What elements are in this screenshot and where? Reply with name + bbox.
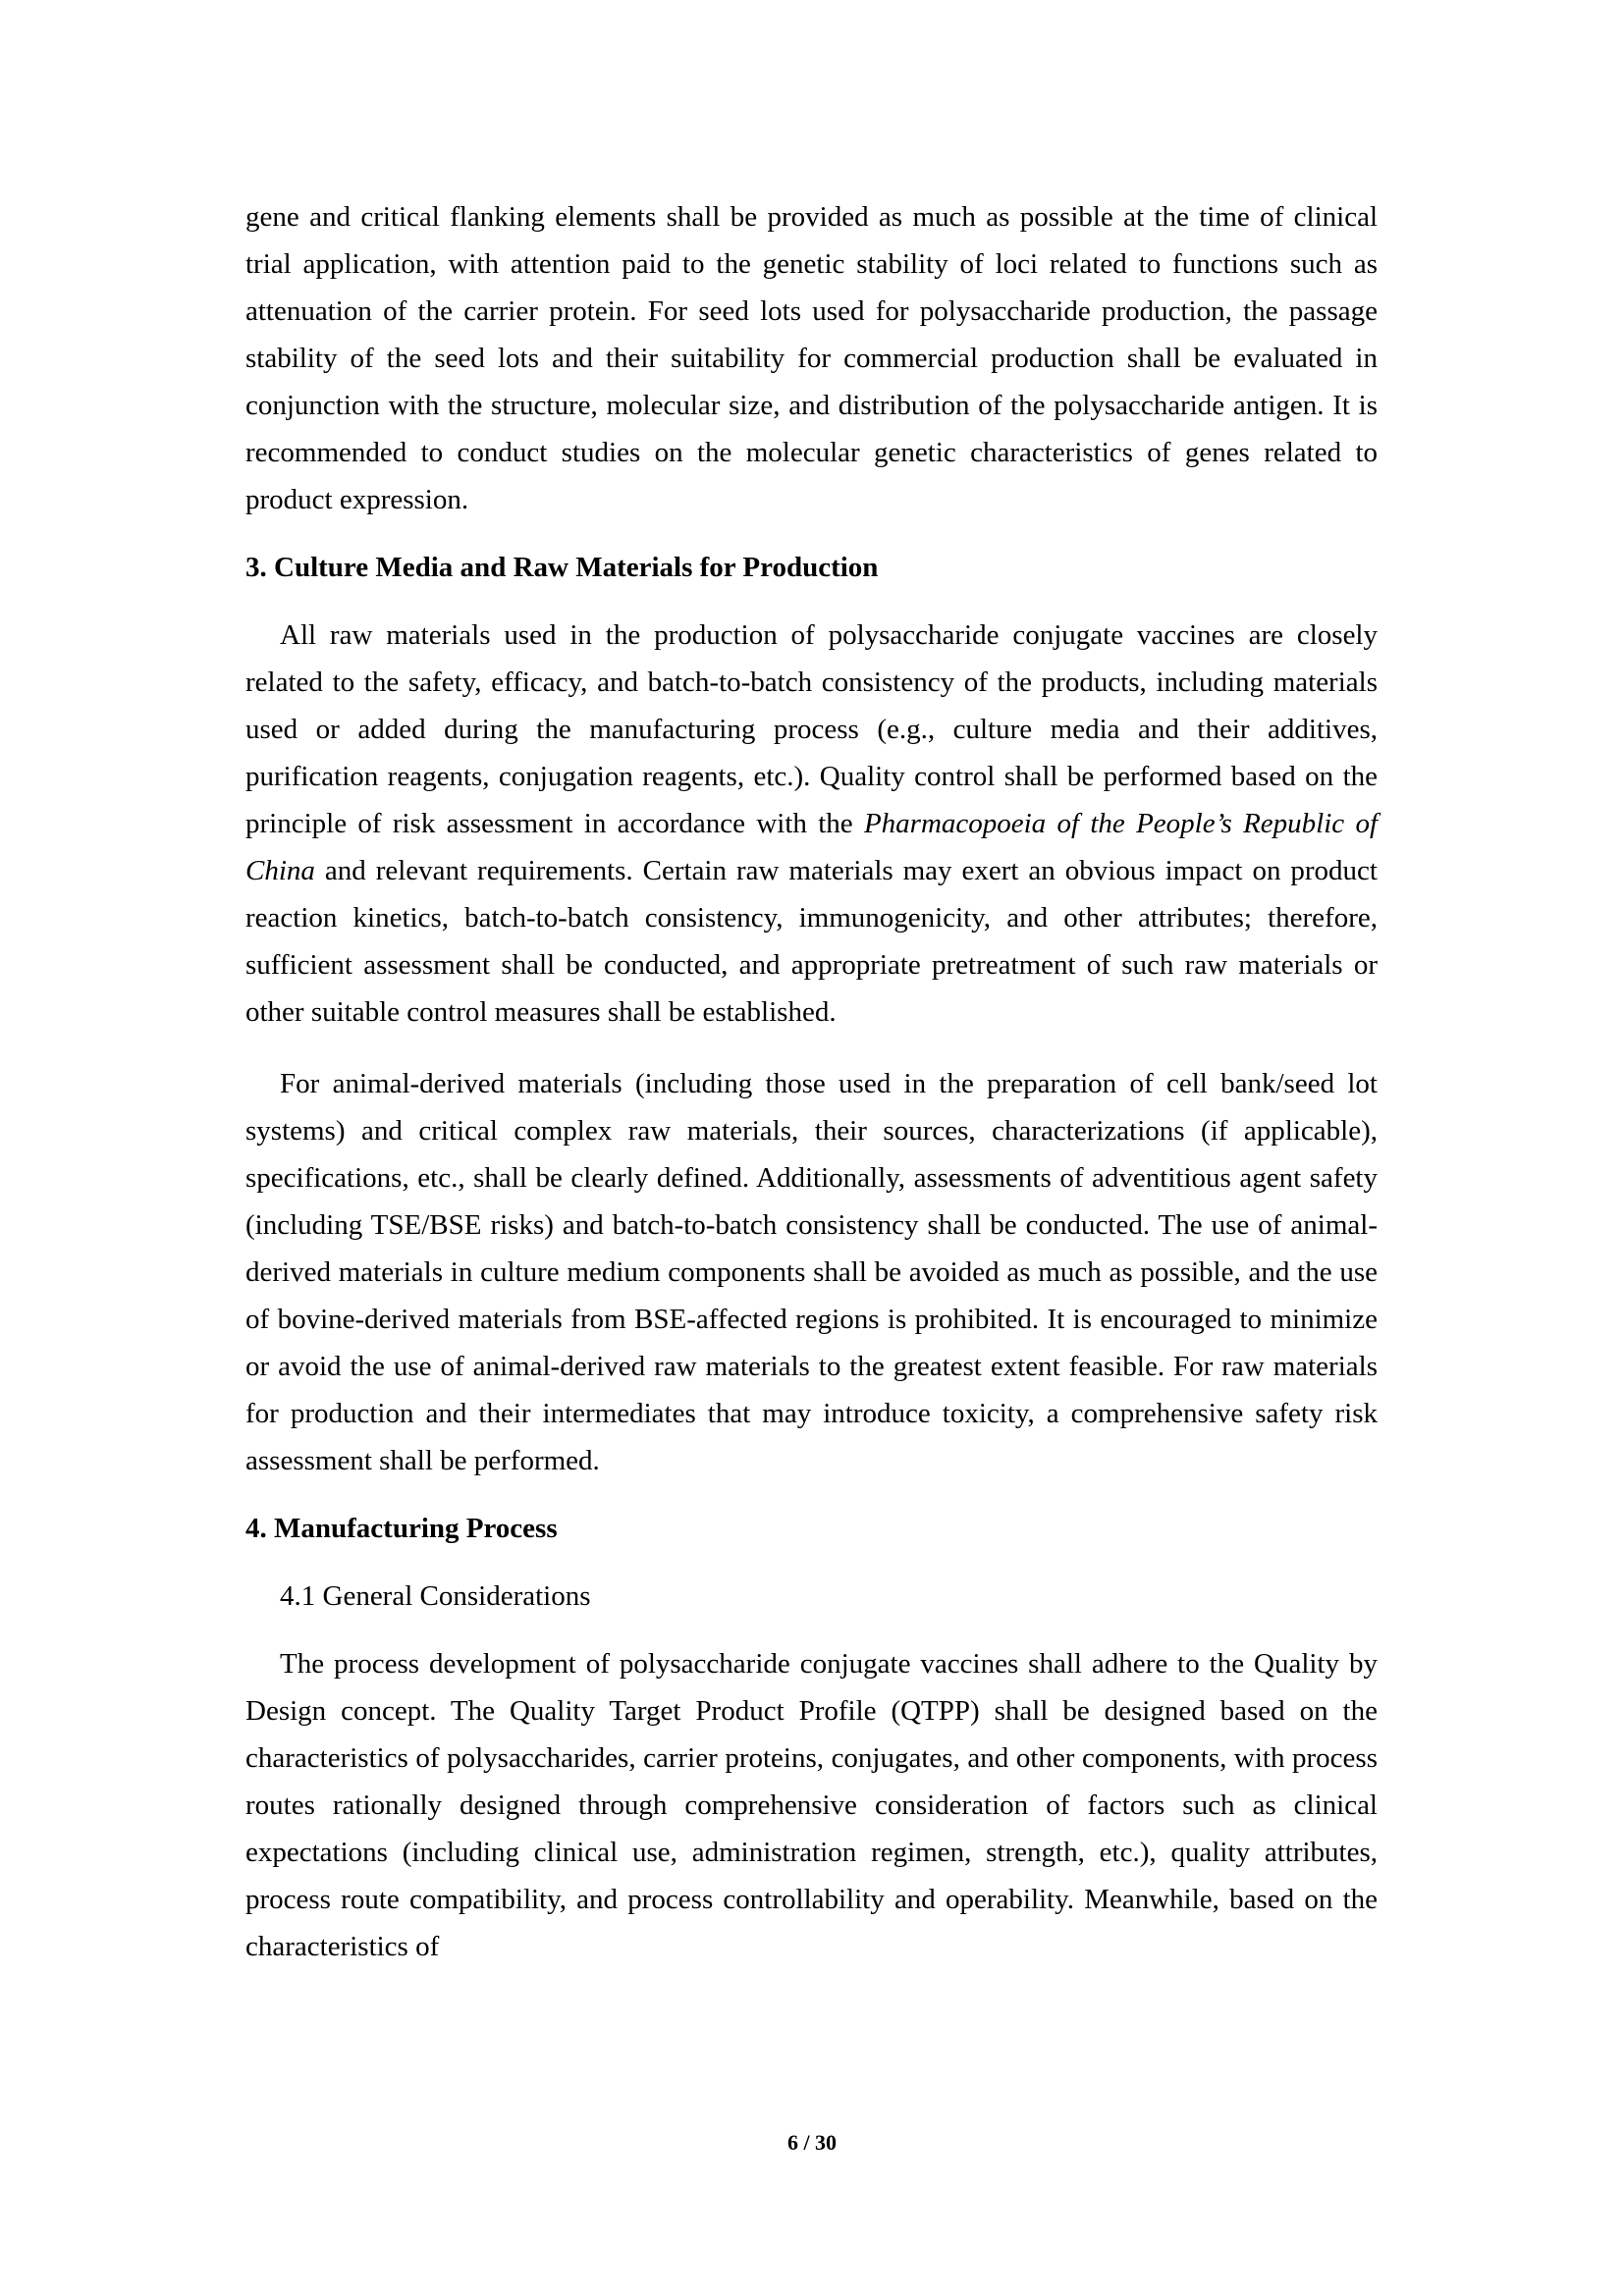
document-page (245, 193, 1378, 1995)
section-4-1-paragraph-1: The process development of polysaccharide conjugate vaccines shall adhere to the Quality by Design concept. The Quality Target Product Profile (QTPP) shall be designed based on the characteristics of polysaccharides, carrier proteins, conjugates, and other components, with process routes rationally designed through comprehensive consideration of factors such as clinical expectations (including clinical use, administration regimen, strength, etc.), quality attributes, process route compatibility, and process controllability and operability. Meanwhile, based on the characteristics of (245, 1648, 1378, 1962)
section-3-paragraph-2: For animal-derived materials (including those used in the preparation of cell bank/seed lot systems) and critical complex raw materials, their sources, characterizations (if applicable), specifications, etc., shall be clearly defined. Additionally, assessments of adventitious agent safety (including TSE/BSE risks) and batch-to-batch consistency shall be conducted. The use of animal-derived materials in culture medium components shall be avoided as much as possible, and the use of bovine-derived materials from BSE-affected regions is prohibited. It is encouraged to minimize or avoid the use of animal-derived raw materials to the greatest extent feasible. For raw materials for production and their intermediates that may introduce toxicity, a comprehensive safety risk assessment shall be performed. (245, 1068, 1378, 1476)
paragraph-text: All raw materials used in the production of polysaccharide conjugate vaccines are closely related to the safety, efficacy, and batch-to-batch consistency of the products, including materials used or added during the manufacturing process (e.g., culture media and their additives, purification reagents, conjugation reagents, etc.). Quality control shall be performed based on the principle of risk assessment in accordance with the (245, 619, 1378, 839)
pharmacopoeia-title: Pharmacopoeia of the People’s Republic of China (245, 808, 1379, 886)
page-number: 6 / 30 (786, 2130, 838, 2155)
paragraph-text: and relevant requirements. Certain raw materials may exert an obvious impact on product reaction kinetics, batch-to-batch consistency, immunogenicity, and other attributes; therefore, sufficient assessment shall be conducted, and appropriate pretreatment of such raw materials or other suitable control measures shall be established. (245, 855, 1378, 1028)
section-3-heading: 3. Culture Media and Raw Materials for Production (245, 552, 879, 583)
section-4-heading: 4. Manufacturing Process (245, 1513, 558, 1544)
paragraph-continued: gene and critical flanking elements shall be provided as much as possible at the time of clinical trial application, with attention paid to the genetic stability of loci related to functions such as attenuation of the carrier protein. For seed lots used for polysaccharide production, the passage stability of the seed lots and their suitability for commercial production shall be evaluated in conjunction with the structure, molecular size, and distribution of the polysaccharide antigen. It is recommended to conduct studies on the molecular genetic characteristics of genes related to product expression. (245, 201, 1378, 515)
section-4-1-subheading: 4.1 General Considerations (280, 1580, 591, 1612)
section-3-paragraph-1 (245, 612, 1378, 1036)
